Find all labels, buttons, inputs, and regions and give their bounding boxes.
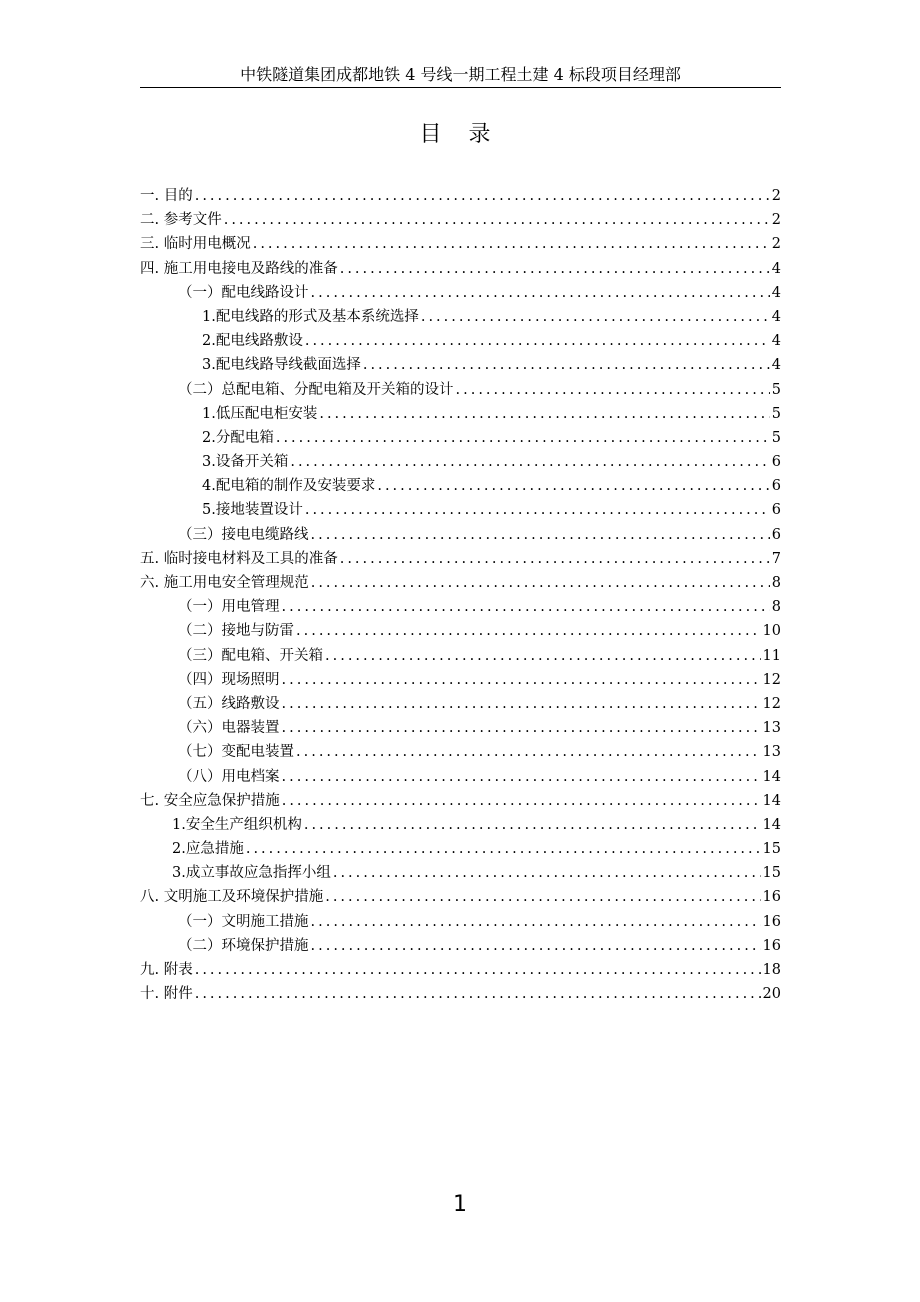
toc-dot-leader: [311, 910, 761, 934]
toc-entry-page: 7: [771, 550, 781, 567]
toc-dot-leader: [282, 765, 761, 789]
toc-dot-leader: [311, 281, 770, 305]
toc-entry[interactable]: [140, 378, 781, 402]
toc-dot-leader: [311, 571, 770, 595]
toc-entry-page: 14: [762, 792, 781, 809]
toc-entry[interactable]: [140, 716, 781, 740]
toc-entry-page: 6: [771, 502, 781, 519]
toc-entry-label: （四）现场照明: [178, 671, 280, 688]
toc-entry-label: 十. 附件: [140, 986, 193, 1003]
toc-entry[interactable]: [140, 353, 781, 377]
toc-entry[interactable]: [140, 861, 781, 885]
toc-dot-leader: [311, 934, 761, 958]
toc-dot-leader: [325, 885, 760, 909]
toc-entry-label: （三）配电箱、开关箱: [178, 647, 323, 664]
toc-entry[interactable]: [140, 329, 781, 353]
toc-entry-label: （七）变配电装置: [178, 744, 294, 761]
toc-dot-leader: [195, 982, 761, 1006]
toc-dot-leader: [224, 208, 770, 232]
toc-entry[interactable]: [140, 402, 781, 426]
toc-entry-page: 15: [762, 841, 781, 858]
toc-entry-page: 6: [771, 478, 781, 495]
toc-dot-leader: [311, 523, 770, 547]
toc-entry-label: （一）文明施工措施: [178, 913, 309, 930]
toc-entry-page: 18: [762, 962, 781, 978]
toc-dot-leader: [333, 861, 761, 885]
toc-entry-label: 二. 参考文件: [140, 212, 222, 229]
toc-dot-leader: [296, 619, 761, 643]
toc-entry-label: （三）接电电缆路线: [178, 526, 309, 543]
toc-entry-label: 4.配电箱的制作及安装要求: [202, 478, 376, 495]
toc-entry-label: （六）电器装置: [178, 720, 280, 737]
toc-entry-page: 5: [771, 429, 781, 446]
toc-dot-leader: [340, 257, 770, 281]
toc-dot-leader: [282, 668, 761, 692]
toc-entry[interactable]: [140, 765, 781, 789]
toc-entry[interactable]: [140, 498, 781, 522]
toc-entry-label: 1.配电线路的形式及基本系统选择: [202, 308, 419, 325]
toc-entry-page: 14: [762, 816, 781, 833]
page-header: 中铁隧道集团成都地铁 4 号线一期工程土建 4 标段项目经理部: [240, 65, 681, 84]
toc-entry[interactable]: [140, 257, 781, 281]
toc-dot-leader: [319, 402, 769, 426]
page-number: 1: [453, 1192, 467, 1217]
toc-entry-label: 5.接地装置设计: [202, 502, 303, 519]
toc-dot-leader: [246, 837, 761, 861]
toc-entry-page: 16: [762, 889, 781, 906]
toc-entry[interactable]: [140, 837, 781, 861]
toc-dot-leader: [282, 692, 761, 716]
toc-dot-leader: [276, 426, 770, 450]
toc-entry-label: （二）环境保护措施: [178, 937, 309, 954]
toc-entry[interactable]: [140, 982, 781, 1006]
toc-entry-page: 12: [762, 695, 781, 712]
toc-entry-page: 4: [771, 308, 781, 325]
toc-dot-leader: [195, 958, 761, 982]
toc-entry-page: 20: [762, 986, 781, 1003]
toc-entry-label: 六. 施工用电安全管理规范: [140, 575, 309, 591]
toc-dot-leader: [282, 716, 761, 740]
toc-entry-page: 16: [762, 937, 781, 954]
toc-entry[interactable]: [140, 910, 781, 934]
toc-entry-page: 8: [771, 599, 781, 616]
toc-dot-leader: [305, 498, 770, 522]
toc-entry-label: 1.低压配电柜安装: [202, 405, 318, 422]
toc-dot-leader: [296, 740, 761, 764]
toc-entry-page: 5: [771, 405, 781, 422]
toc-entry-label: 三. 临时用电概况: [140, 236, 251, 253]
toc-entry-label: 3.配电线路导线截面选择: [202, 357, 361, 374]
toc-entry-page: 13: [762, 744, 781, 761]
toc-entry-label: （二）接地与防雷: [178, 623, 294, 640]
toc-entry-page: 4: [771, 333, 781, 350]
toc-entry-label: （一）配电线路设计: [178, 284, 309, 301]
toc-entry-page: 16: [762, 913, 781, 930]
toc-dot-leader: [363, 353, 770, 377]
toc-entry-page: 12: [762, 671, 781, 688]
toc-dot-leader: [282, 789, 761, 813]
toc-entry[interactable]: [140, 208, 781, 232]
toc-entry[interactable]: [140, 934, 781, 958]
toc-entry[interactable]: [140, 595, 781, 619]
toc-dot-leader: [340, 547, 770, 571]
toc-entry-page: 14: [762, 768, 781, 785]
toc-entry-label: （二）总配电箱、分配电箱及开关箱的设计: [178, 381, 454, 398]
header-divider: [140, 87, 781, 88]
table-of-contents: [140, 184, 781, 1006]
toc-dot-leader: [195, 184, 770, 208]
toc-entry-page: 8: [771, 575, 781, 591]
toc-entry-page: 6: [771, 454, 781, 471]
toc-entry-page: 10: [762, 623, 781, 640]
toc-entry-label: 一. 目的: [140, 188, 193, 204]
toc-dot-leader: [253, 232, 770, 256]
toc-dot-leader: [305, 329, 770, 353]
toc-entry-label: （一）用电管理: [178, 599, 280, 616]
toc-entry-page: 11: [762, 647, 781, 664]
toc-entry[interactable]: [140, 523, 781, 547]
toc-entry[interactable]: [140, 474, 781, 498]
toc-dot-leader: [282, 595, 770, 619]
toc-entry-page: 2: [771, 236, 781, 253]
toc-entry-label: 3.设备开关箱: [202, 454, 289, 471]
toc-entry-label: 七. 安全应急保护措施: [140, 792, 280, 809]
toc-entry-page: 13: [762, 720, 781, 737]
toc-entry[interactable]: [140, 619, 781, 643]
toc-entry[interactable]: [140, 450, 781, 474]
toc-entry-label: （八）用电档案: [178, 768, 280, 785]
toc-entry[interactable]: [140, 547, 781, 571]
toc-entry[interactable]: [140, 740, 781, 764]
toc-entry[interactable]: [140, 305, 781, 329]
toc-entry-page: 2: [771, 212, 781, 229]
toc-entry[interactable]: [140, 281, 781, 305]
toc-entry-label: 八. 文明施工及环境保护措施: [140, 889, 324, 906]
toc-entry-page: 6: [771, 526, 781, 543]
toc-entry-page: 2: [771, 188, 781, 204]
toc-dot-leader: [377, 474, 769, 498]
toc-entry[interactable]: [140, 184, 781, 208]
toc-dot-leader: [290, 450, 769, 474]
toc-entry-page: 15: [762, 865, 781, 882]
toc-entry-label: （五）线路敷设: [178, 695, 280, 712]
toc-entry[interactable]: [140, 426, 781, 450]
toc-entry-label: 四. 施工用电接电及路线的准备: [140, 260, 338, 277]
toc-entry[interactable]: [140, 668, 781, 692]
toc-entry[interactable]: [140, 692, 781, 716]
toc-entry-page: 4: [771, 260, 781, 277]
toc-entry-label: 2.应急措施: [172, 841, 244, 858]
toc-entry-label: 2.配电线路敷设: [202, 333, 303, 350]
toc-dot-leader: [304, 813, 761, 837]
toc-entry[interactable]: [140, 958, 781, 982]
toc-entry-page: 4: [771, 284, 781, 301]
toc-entry[interactable]: [140, 813, 781, 837]
toc-title: 目 录: [419, 122, 501, 147]
toc-entry-label: 3.成立事故应急指挥小组: [172, 865, 331, 882]
toc-dot-leader: [421, 305, 770, 329]
toc-entry-label: 1.安全生产组织机构: [172, 816, 302, 833]
toc-entry[interactable]: [140, 885, 781, 909]
toc-entry[interactable]: [140, 644, 781, 668]
toc-entry-label: 五. 临时接电材料及工具的准备: [140, 550, 338, 567]
toc-entry[interactable]: [140, 571, 781, 595]
toc-entry[interactable]: [140, 789, 781, 813]
toc-entry-label: 九. 附表: [140, 962, 193, 978]
toc-entry-label: 2.分配电箱: [202, 429, 274, 446]
toc-dot-leader: [456, 378, 770, 402]
toc-entry[interactable]: [140, 232, 781, 256]
toc-entry-page: 4: [771, 357, 781, 374]
toc-dot-leader: [325, 644, 761, 668]
toc-entry-page: 5: [771, 381, 781, 398]
